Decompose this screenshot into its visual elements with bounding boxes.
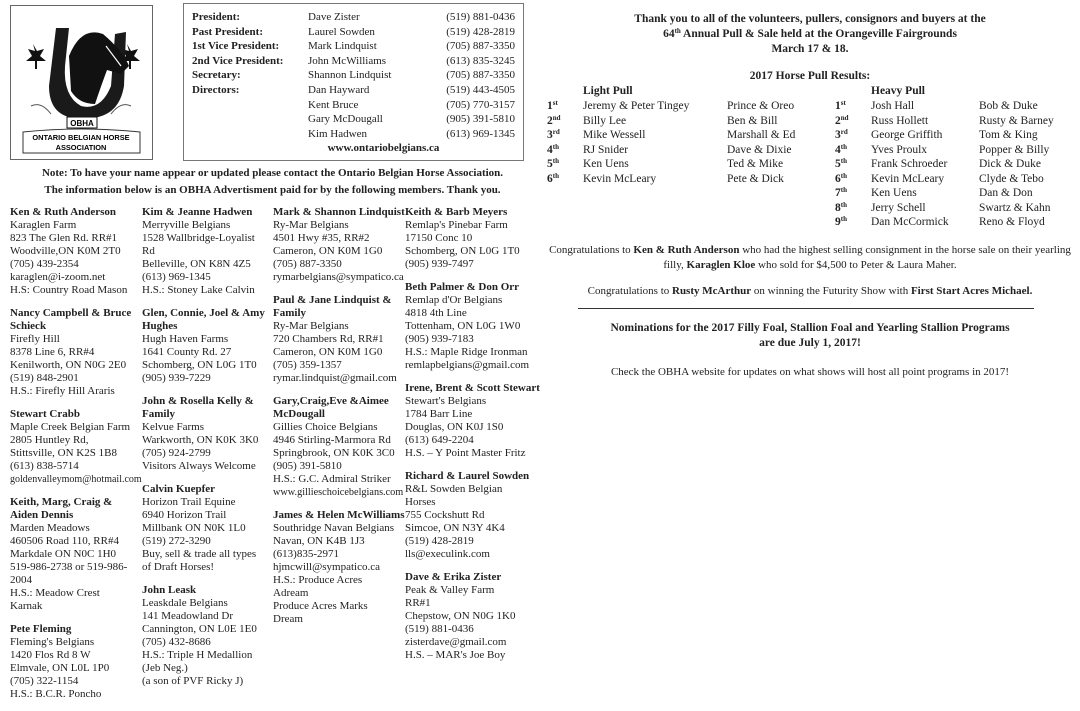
officers-box: [183, 3, 524, 161]
member-detail: www.gillieschoicebelgians.com: [273, 487, 404, 498]
member-detail: H.S.: B.C.R. Poncho: [10, 688, 102, 700]
heavy-horses: Dan & Don: [979, 187, 1033, 199]
officer-row: [192, 98, 515, 113]
member-detail: (519) 428-2819: [405, 535, 474, 547]
member-detail: (905) 391-5810: [273, 460, 342, 472]
member-detail: (905) 939-7229: [142, 372, 211, 384]
light-pull-heading: Light Pull: [583, 85, 633, 97]
divider: [578, 308, 1034, 309]
light-horses: Pete & Dick: [727, 172, 784, 185]
officer-name: Laurel Sowden: [308, 25, 375, 38]
member-name: Keith & Barb Meyers: [405, 206, 508, 218]
member-name: Ken & Ruth Anderson: [10, 206, 117, 218]
light-puller-name: RJ Snider: [583, 143, 629, 156]
rank-number: 3: [547, 129, 553, 141]
rank-number: 6: [835, 172, 841, 185]
member-detail: (905) 939-7183: [405, 333, 474, 345]
results-title: 2017 Horse Pull Results:: [749, 70, 871, 82]
rank-number: 2: [835, 114, 841, 127]
thanks-line-2-text: Annual Pull & Sale held at the Orangeville Fairgrounds: [680, 28, 957, 40]
member-name: Gary,Craig,Eve &Aimee McDougall: [273, 395, 389, 420]
member-detail: (613) 838-5714: [10, 460, 79, 472]
heavy-horses: Bob & Duke: [979, 100, 1038, 112]
member-name: James & Helen McWilliams: [273, 509, 405, 521]
member-name: Beth Palmer & Don Orr: [405, 281, 520, 293]
member-entry: [142, 584, 274, 688]
rank: [835, 172, 847, 187]
member-detail: (a son of PVF Ricky J): [142, 675, 244, 687]
member-detail: 8378 Line 6, RR#4: [10, 346, 95, 358]
rank-number: 6: [547, 172, 553, 185]
member-detail: Woodville,ON K0M 2T0: [10, 245, 121, 257]
member-detail: remlapbelgians@gmail.com: [405, 359, 530, 371]
member-detail: 17150 Conc 10: [405, 232, 473, 244]
officer-role: [192, 112, 308, 127]
member-detail: (Jeb Neg.): [142, 662, 188, 674]
member-detail: 1641 County Rd. 27: [142, 346, 232, 358]
member-detail: (613) 649-2204: [405, 434, 474, 446]
horseshoe-horse-logo-icon: [11, 6, 152, 159]
member-detail: RR#1: [405, 597, 431, 609]
heavy-horses: Clyde & Tebo: [979, 172, 1044, 185]
rank-number: 8: [835, 201, 841, 214]
members-column-1: [10, 206, 142, 711]
light-horses: Prince & Oreo: [727, 100, 795, 112]
member-entry: [10, 408, 142, 486]
member-entry: [405, 571, 540, 662]
member-detail: 1420 Flos Rd 8 W: [10, 649, 91, 661]
member-detail: Springbrook, ON K0K 3C0: [273, 447, 395, 459]
member-detail: of Draft Horses!: [142, 561, 215, 573]
member-detail: 755 Cockshutt Rd: [405, 509, 485, 521]
member-detail: Horizon Trail Equine: [142, 496, 236, 508]
rank-suffix: th: [552, 171, 559, 180]
member-detail: Cameron, ON K0M 1G0: [273, 346, 383, 358]
member-detail: Maple Creek Belgian Farm: [10, 421, 131, 433]
member-detail: H.S.: Maple Ridge Ironman: [405, 346, 528, 358]
rank-number: 1: [835, 100, 841, 112]
highlight-name: Karaglen Kloe: [686, 259, 756, 271]
member-detail: Markdale ON N0C 1H0: [10, 548, 117, 560]
light-puller-name: Billy Lee: [583, 114, 627, 127]
member-detail: Hugh Haven Farms: [142, 333, 229, 345]
officer-name: Kent Bruce: [308, 98, 359, 111]
rank-number: 3: [835, 129, 841, 141]
member-detail: 4501 Hwy #35, RR#2: [273, 232, 370, 244]
rank-suffix: th: [840, 171, 847, 180]
light-horses: Dave & Dixie: [727, 143, 792, 156]
heavy-puller-name: Frank Schroeder: [871, 158, 948, 170]
member-detail: rymar.lindquist@gmail.com: [273, 372, 397, 384]
member-detail: Horses: [405, 496, 436, 508]
member-detail: Fleming's Belgians: [10, 636, 95, 648]
member-detail: Ry-Mar Belgians: [273, 320, 349, 332]
svg-text:ONTARIO BELGIAN HORSE: ONTARIO BELGIAN HORSE: [32, 133, 130, 142]
thanks-ordinal: 64: [663, 28, 675, 40]
officer-row: [192, 83, 515, 98]
member-detail: 2805 Huntley Rd,: [10, 434, 89, 446]
member-detail: Warkworth, ON K0K 3K0: [142, 434, 259, 446]
member-entry: [142, 307, 274, 385]
member-detail: H.S.: Firefly Hill Araris: [10, 385, 115, 397]
member-detail: (905) 939-7497: [405, 258, 474, 270]
member-detail: Cameron, ON K0M 1G0: [273, 245, 383, 257]
member-detail: Simcoe, ON N3Y 4K4: [405, 522, 505, 534]
officer-phone: (705) 770-3157: [446, 98, 515, 111]
member-detail: Schomberg, ON L0G 1T0: [142, 359, 257, 371]
member-detail: Leaskdale Belgians: [142, 597, 228, 609]
rank-number: 9: [835, 216, 841, 228]
member-detail: (705) 439-2354: [10, 258, 79, 270]
member-name: Dave & Erika Zister: [405, 571, 502, 583]
member-entry: [273, 206, 405, 284]
rank-suffix: th: [552, 142, 559, 151]
rank-suffix: th: [840, 157, 847, 165]
congrats-futurity: [545, 285, 1075, 297]
text-segment: Congratulations to: [587, 285, 672, 297]
member-detail: Chepstow, ON N0G 1K0: [405, 610, 516, 622]
member-detail: Remlap's Pinebar Farm: [405, 219, 508, 231]
officer-phone: (905) 391-5810: [446, 113, 515, 126]
member-detail: Stittsville, ON K2S 1B8: [10, 447, 117, 459]
officer-role: 2nd Vice President:: [192, 54, 284, 67]
rank-suffix: th: [840, 186, 847, 194]
member-detail: Buy, sell & trade all types: [142, 548, 257, 560]
rank-suffix: th: [552, 157, 559, 165]
rank-suffix: th: [840, 215, 847, 223]
member-detail: Millbank ON N0K 1L0: [142, 522, 246, 534]
member-detail: Produce Acres Marks: [273, 600, 368, 612]
member-detail: Schomberg, ON L0G 1T0: [405, 245, 520, 257]
officer-role: [192, 98, 308, 113]
heavy-pull-heading: Heavy Pull: [871, 85, 925, 97]
officer-role: Secretary:: [192, 69, 241, 82]
rank: [835, 99, 846, 114]
member-name: Paul & Jane Lindquist & Family: [273, 294, 392, 319]
member-name: Mark & Shannon Lindquist: [273, 206, 405, 218]
heavy-puller-name: Dan McCormick: [871, 216, 949, 228]
rank-suffix: th: [840, 200, 847, 209]
officer-phone: (519) 881-0436: [446, 11, 515, 23]
officer-row: [192, 127, 515, 142]
note-line-1: Note: To have your name appear or updated please contact the Ontario Belgian Horse Association.: [41, 167, 504, 179]
member-name: Richard & Laurel Sowden: [405, 470, 530, 482]
member-entry: [10, 623, 142, 701]
rank-suffix: rd: [840, 128, 848, 136]
text-segment: who had the highest selling consignment in the horse sale on their yearling filly,: [663, 244, 1071, 271]
rank: [835, 215, 847, 230]
thanks-line-3: March 17 & 18.: [771, 43, 849, 55]
heavy-horses: Swartz & Kahn: [979, 201, 1051, 214]
highlight-name: Ken & Ruth Anderson: [633, 244, 740, 256]
member-detail: (705) 887-3350: [273, 258, 342, 270]
officer-role: 1st Vice President:: [192, 40, 280, 53]
officer-name: Shannon Lindquist: [308, 69, 392, 82]
members-column-2: [142, 206, 274, 698]
member-name: John Leask: [142, 584, 197, 596]
rank: [835, 157, 847, 172]
officer-role: President:: [192, 11, 241, 23]
rank-suffix: nd: [840, 113, 849, 122]
note-line-2: The information below is an OBHA Advertisment paid for by the following members. Thank you.: [44, 184, 501, 196]
member-detail: Gillies Choice Belgians: [273, 421, 378, 433]
member-detail: rymarbelgians@sympatico.ca: [273, 271, 404, 283]
rank-suffix: st: [552, 99, 558, 107]
rank: [835, 201, 847, 216]
heavy-puller-name: Jerry Schell: [871, 201, 926, 214]
member-detail: H.S. – Y Point Master Fritz: [405, 447, 526, 459]
member-name: Kim & Jeanne Hadwen: [142, 206, 253, 218]
member-detail: (519) 272-3290: [142, 535, 211, 547]
officer-name: Dan Hayward: [308, 83, 370, 96]
member-detail: H.S.: G.C. Admiral Striker: [273, 473, 391, 485]
officer-name: Mark Lindquist: [308, 40, 377, 53]
heavy-horses: Reno & Floyd: [979, 216, 1045, 228]
member-detail: Adream: [273, 587, 309, 599]
member-detail: Southridge Navan Belgians: [273, 522, 394, 534]
member-detail: 1784 Barr Line: [405, 408, 473, 420]
member-detail: Kelvue Farms: [142, 421, 205, 433]
member-detail: Rd: [142, 245, 155, 257]
officer-role: Past President:: [192, 25, 263, 38]
nominations-notice: [545, 321, 1075, 351]
member-detail: lls@execulink.com: [405, 548, 490, 560]
member-detail: Dream: [273, 613, 303, 625]
member-detail: (705) 322-1154: [10, 675, 79, 687]
rank-number: 2: [547, 114, 553, 127]
member-name: John & Rosella Kelly & Family: [142, 395, 254, 420]
officer-row: [192, 54, 515, 69]
member-entry: [405, 382, 540, 460]
member-detail: (613) 969-1345: [142, 271, 211, 283]
thanks-heading: [545, 12, 1075, 57]
member-detail: H.S. – MAR's Joe Boy: [405, 649, 506, 661]
heavy-puller-name: George Griffith: [871, 129, 943, 141]
rank: [547, 172, 559, 187]
member-entry: [405, 281, 540, 372]
member-detail: Marden Meadows: [10, 522, 90, 534]
member-detail: (613)835-2971: [273, 548, 339, 560]
member-detail: (519) 881-0436: [405, 623, 474, 635]
obha-logo: [10, 5, 153, 160]
rank: [835, 143, 847, 158]
officer-row: [192, 112, 515, 127]
light-puller-name: Jeremy & Peter Tingey: [583, 100, 690, 112]
member-detail: Peak & Valley Farm: [405, 584, 495, 596]
rank: [835, 114, 849, 129]
member-detail: goldenvalleymom@hotmail.com: [10, 474, 142, 485]
member-detail: 1528 Wallbridge-Loyalist: [142, 232, 255, 244]
member-detail: Douglas, ON K0J 1S0: [405, 421, 504, 433]
officer-phone: (705) 887-3350: [446, 40, 515, 53]
member-entry: [142, 483, 274, 574]
officer-row: [192, 68, 515, 83]
officer-phone: (705) 887-3350: [446, 69, 515, 82]
member-detail: Tottenham, ON L0G 1W0: [405, 320, 521, 332]
member-entry: [142, 206, 274, 297]
members-column-3: [273, 206, 405, 636]
member-entry: [405, 206, 540, 271]
member-detail: 141 Meadowland Dr: [142, 610, 234, 622]
member-detail: Stewart's Belgians: [405, 395, 487, 407]
officer-name: Gary McDougall: [308, 113, 383, 126]
member-entry: [10, 307, 142, 398]
member-entry: [10, 206, 142, 297]
thanks-line-2: [545, 27, 1075, 42]
heavy-horses: Dick & Duke: [979, 158, 1041, 170]
member-name: Irene, Brent & Scott Stewart: [405, 382, 540, 394]
member-entry: [273, 395, 405, 499]
member-detail: zisterdave@gmail.com: [405, 636, 507, 648]
officer-phone: (613) 969-1345: [446, 127, 515, 140]
light-puller-name: Ken Uens: [583, 158, 629, 170]
member-entry: [405, 470, 540, 561]
text-segment: who sold for $4,500 to Peter & Laura Maher.: [755, 259, 957, 271]
nominations-line-1: Nominations for the 2017 Filly Foal, Stallion Foal and Yearling Stallion Programs: [610, 322, 1010, 334]
member-detail: H.S.: Meadow Crest: [10, 587, 100, 599]
rank-number: 1: [547, 100, 553, 112]
member-detail: (705) 924-2799: [142, 447, 211, 459]
rank: [547, 143, 559, 158]
rank-suffix: st: [840, 99, 846, 107]
officer-role: [192, 127, 308, 142]
rank-number: 5: [835, 158, 841, 170]
member-detail: H.S: Country Road Mason: [10, 284, 128, 296]
member-detail: Remlap d'Or Belgians: [405, 294, 503, 306]
website-link[interactable]: www.ontariobelgians.ca: [327, 142, 440, 155]
member-detail: 460506 Road 110, RR#4: [10, 535, 119, 547]
member-detail: 519-986-2738 or 519-986-: [10, 561, 128, 573]
member-detail: (705) 432-8686: [142, 636, 211, 648]
member-detail: karaglen@i-zoom.net: [10, 271, 106, 283]
member-detail: 720 Chambers Rd, RR#1: [273, 333, 384, 345]
member-name: Glen, Connie, Joel & Amy Hughes: [142, 307, 265, 332]
member-detail: Ry-Mar Belgians: [273, 219, 349, 231]
rank: [547, 99, 558, 114]
member-detail: Karnak: [10, 600, 43, 612]
officer-name: John McWilliams: [308, 54, 387, 67]
member-name: Keith, Marg, Craig & Aiden Dennis: [10, 496, 113, 521]
heavy-puller-name: Ken Uens: [871, 187, 917, 199]
rank: [547, 128, 560, 143]
officer-row: [192, 10, 515, 25]
heavy-puller-name: Russ Hollett: [871, 114, 929, 127]
member-detail: 2004: [10, 574, 32, 586]
svg-text:OBHA: OBHA: [70, 119, 94, 128]
nominations-line-2: are due July 1, 2017!: [759, 337, 861, 349]
member-detail: 4818 4th Line: [405, 307, 467, 319]
heavy-horses: Popper & Billy: [979, 143, 1050, 156]
officer-name: Dave Zister: [308, 11, 360, 23]
member-detail: Cannington, ON L0E 1E0: [142, 623, 257, 635]
rank-suffix: nd: [552, 113, 561, 122]
officer-row: [192, 25, 515, 40]
congrats-sale: [545, 243, 1075, 273]
heavy-puller-name: Kevin McLeary: [871, 172, 945, 185]
light-puller-name: Kevin McLeary: [583, 172, 657, 185]
member-entry: [142, 395, 274, 473]
member-detail: H.S.: Produce Acres: [273, 574, 363, 586]
rank: [835, 128, 848, 143]
highlight-name: Rusty McArthur: [672, 285, 752, 297]
rank-number: 5: [547, 158, 553, 170]
highlight-name: First Start Acres Michael.: [910, 285, 1033, 297]
rank-number: 4: [835, 143, 841, 156]
light-horses: Ben & Bill: [727, 114, 778, 127]
member-entry: [10, 496, 142, 613]
member-detail: H.S.: Stoney Lake Calvin: [142, 284, 255, 296]
member-detail: Visitors Always Welcome: [142, 460, 256, 472]
officer-phone: (613) 835-3245: [446, 54, 515, 67]
member-detail: 823 The Glen Rd. RR#1: [10, 232, 118, 244]
heavy-horses: Tom & King: [979, 129, 1038, 141]
rank: [547, 157, 559, 172]
officer-row: [192, 39, 515, 54]
member-detail: Belleville, ON K8N 4Z5: [142, 258, 251, 270]
member-name: Stewart Crabb: [10, 408, 80, 420]
rank: [835, 186, 847, 201]
member-name: Nancy Campbell & Bruce Schieck: [10, 307, 132, 332]
svg-text:ASSOCIATION: ASSOCIATION: [55, 143, 107, 152]
rank: [547, 114, 561, 129]
officer-name: Kim Hadwen: [308, 127, 367, 140]
officer-phone: (519) 443-4505: [446, 83, 515, 96]
member-detail: Kenilworth, ON N0G 2E0: [10, 359, 127, 371]
member-detail: Karaglen Farm: [10, 219, 77, 231]
member-detail: (705) 359-1357: [273, 359, 342, 371]
thanks-line-1: Thank you to all of the volunteers, pullers, consignors and buyers at the: [634, 13, 986, 25]
thanks-ordinal-suffix: th: [674, 27, 681, 35]
member-detail: 4946 Stirling-Marmora Rd: [273, 434, 391, 446]
check-website-note: Check the OBHA website for updates on what shows will host all point programs in 2017!: [610, 366, 1010, 378]
member-detail: Elmvale, ON L0L 1P0: [10, 662, 110, 674]
member-entry: [273, 294, 405, 385]
officer-role: Directors:: [192, 83, 240, 96]
member-detail: Merryville Belgians: [142, 219, 231, 231]
rank-suffix: rd: [552, 128, 560, 136]
member-detail: Firefly Hill: [10, 333, 60, 345]
light-horses: Ted & Mike: [727, 158, 784, 170]
light-puller-name: Mike Wessell: [583, 129, 646, 141]
rank-number: 7: [835, 187, 841, 199]
member-detail: 6940 Horizon Trail: [142, 509, 227, 521]
officer-phone: (519) 428-2819: [446, 25, 515, 38]
heavy-puller-name: Yves Proulx: [871, 143, 928, 156]
text-segment: on winning the Futurity Show with: [751, 285, 911, 297]
text-segment: Congratulations to: [549, 244, 634, 256]
rank-suffix: th: [840, 142, 847, 151]
members-column-4: [405, 206, 540, 672]
member-detail: hjmcwill@sympatico.ca: [273, 561, 380, 573]
member-detail: R&L Sowden Belgian: [405, 483, 503, 495]
light-horses: Marshall & Ed: [727, 129, 796, 141]
member-entry: [273, 509, 405, 626]
heavy-horses: Rusty & Barney: [979, 114, 1054, 127]
member-detail: (519) 848-2901: [10, 372, 79, 384]
heavy-puller-name: Josh Hall: [871, 100, 915, 112]
member-name: Calvin Kuepfer: [142, 483, 216, 495]
member-detail: Navan, ON K4B 1J3: [273, 535, 365, 547]
rank-number: 4: [547, 143, 553, 156]
member-detail: H.S.: Triple H Medallion: [142, 649, 253, 661]
member-name: Pete Fleming: [10, 623, 72, 635]
